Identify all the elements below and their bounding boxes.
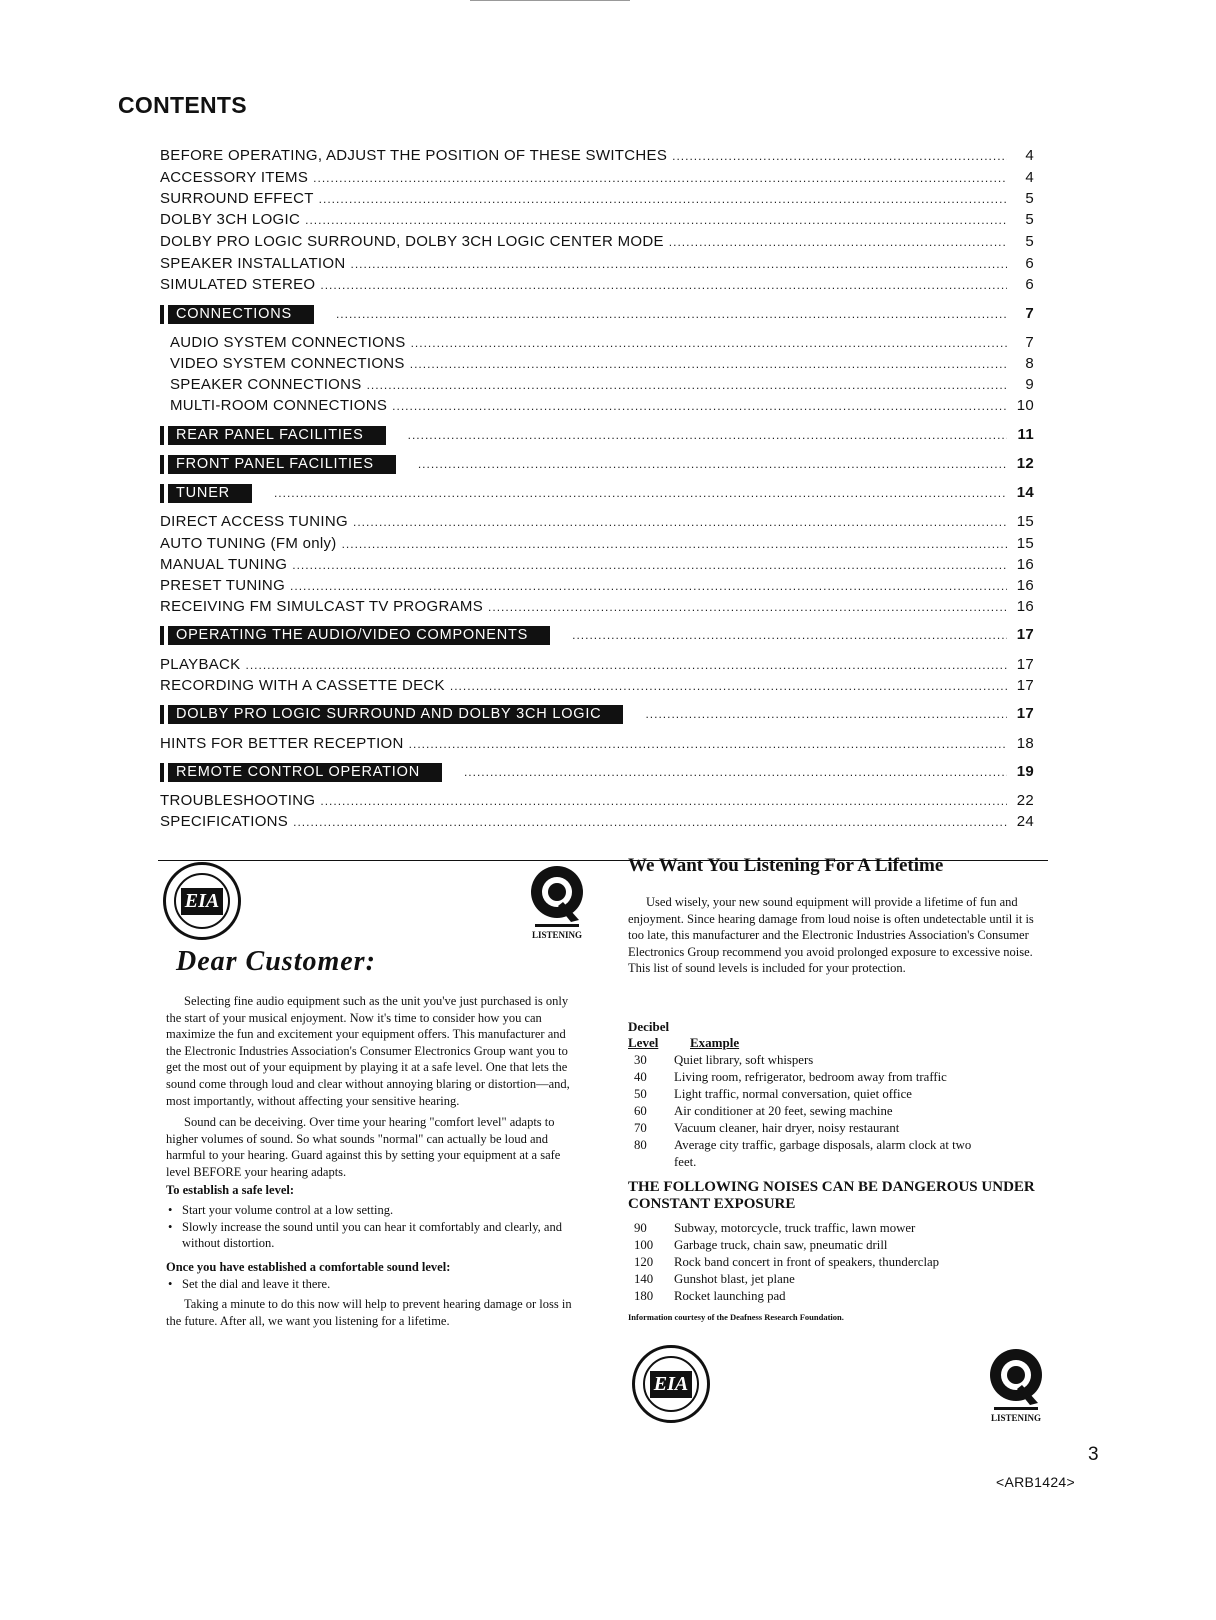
toc-item[interactable]: [170, 376, 1034, 394]
toc-page: 18: [1016, 735, 1034, 752]
toc-item[interactable]: [160, 535, 1034, 553]
toc-page: 4: [1025, 169, 1034, 186]
db-level: 90: [634, 1221, 647, 1235]
leader-dots: [246, 656, 1008, 674]
toc-page: 15: [1016, 535, 1034, 552]
toc-item[interactable]: [160, 147, 1034, 165]
toc-item[interactable]: [170, 397, 1034, 415]
db-example: Rock band concert in front of speakers, thunderclap: [674, 1255, 940, 1269]
toc-item[interactable]: [160, 813, 1034, 831]
table-row: [628, 1103, 1048, 1120]
toc-page: 7: [1025, 305, 1034, 322]
toc-label: DOLBY PRO LOGIC SURROUND, DOLBY 3CH LOGIC CENTER MODE: [160, 233, 664, 250]
toc-page: 11: [1017, 426, 1034, 443]
leader-dots: [410, 355, 1007, 373]
toc-page: 17: [1016, 626, 1034, 643]
section-bar-label: CONNECTIONS: [160, 305, 314, 324]
toc-item[interactable]: [160, 211, 1034, 229]
toc-page: 17: [1016, 656, 1034, 673]
leader-dots: [292, 556, 1007, 574]
bullet-item: • Set the dial and leave it there.: [166, 1276, 584, 1293]
leader-dots: [645, 705, 1007, 723]
leader-dots: [418, 455, 1007, 473]
toc-page: 4: [1025, 147, 1034, 164]
db-level: 50: [634, 1087, 647, 1101]
listening-q-logo-2: [986, 1343, 1046, 1431]
toc-page: 9: [1025, 376, 1034, 393]
toc-section-remote[interactable]: [160, 763, 1034, 782]
leader-dots: [367, 376, 1007, 394]
letter-paragraph: Selecting fine audio equipment such as the unit you've just purchased is only the start of your musical enjoyment. Now it's time to consider how you can maximize the fun and excitement your equipment offers. This manufacturer and the Electronic Industries Association's Consumer Electronics Group want you to get the most out of your equipment by playing it at a safe level. One that lets the sound come through loud and clear without annoying blaring or distortion—and, most importantly, without affecting your sensitive hearing.: [166, 994, 570, 1108]
leader-dots: [392, 397, 1007, 415]
section-bar-label: REMOTE CONTROL OPERATION: [160, 763, 442, 782]
seal-inner-ring: [643, 1356, 699, 1412]
leader-dots: [274, 484, 1007, 502]
toc-label: SPEAKER INSTALLATION: [160, 255, 346, 272]
toc-label: MULTI-ROOM CONNECTIONS: [170, 397, 388, 414]
table-row: [628, 1254, 1048, 1271]
db-level: 120: [634, 1255, 654, 1269]
db-level: 100: [634, 1238, 654, 1252]
leader-dots: [464, 763, 1007, 781]
leader-dots: [408, 426, 1007, 444]
db-level: 40: [634, 1070, 647, 1084]
leader-dots: [313, 169, 1007, 187]
col-header-level: Level: [628, 1035, 659, 1050]
toc-section-rear-panel[interactable]: [160, 426, 1034, 445]
db-level: 80: [634, 1138, 647, 1152]
toc-label: DIRECT ACCESS TUNING: [160, 513, 348, 530]
leader-dots: [351, 255, 1008, 273]
toc-item[interactable]: [160, 276, 1034, 294]
seal-inner-ring: [174, 873, 230, 929]
leader-dots: [672, 147, 1007, 165]
toc-item[interactable]: [160, 556, 1034, 574]
toc-section-dolby[interactable]: [160, 705, 1034, 724]
table-row: [628, 1069, 1048, 1086]
hearing-section-title: We Want You Listening For A Lifetime: [628, 855, 944, 876]
toc-item[interactable]: [160, 792, 1034, 810]
toc-item[interactable]: [160, 190, 1034, 208]
seal-mark: EIA: [181, 888, 223, 915]
bullet-item: • Start your volume control at a low setting.: [166, 1202, 584, 1219]
leader-dots: [572, 626, 1007, 644]
toc-page: 19: [1016, 763, 1034, 780]
letter-paragraph: Sound can be deceiving. Over time your hearing "comfort level" adapts to higher volumes of sound. So what sounds "normal" can actually be loud and harmful to your hearing. Guard against this by setting your equipment at a safe level BEFORE your hearing adapts.: [166, 1115, 561, 1179]
toc-page: 8: [1025, 355, 1034, 372]
leader-dots: [342, 535, 1007, 553]
toc-item[interactable]: [160, 513, 1034, 531]
toc-label: HINTS FOR BETTER RECEPTION: [160, 735, 404, 752]
toc-label: BEFORE OPERATING, ADJUST THE POSITION OF THESE SWITCHES: [160, 147, 668, 164]
toc-page: 24: [1016, 813, 1034, 830]
danger-heading: THE FOLLOWING NOISES CAN BE DANGEROUS UNDER CONSTANT EXPOSURE: [628, 1179, 1035, 1212]
table-row: [628, 1220, 1048, 1237]
table-row: [628, 1237, 1048, 1254]
db-example: Vacuum cleaner, hair dryer, noisy restaurant: [674, 1121, 900, 1135]
toc-label: AUTO TUNING (FM only): [160, 535, 337, 552]
salutation: Dear Customer:: [176, 946, 376, 977]
toc-item[interactable]: [160, 677, 1034, 695]
leader-dots: [353, 513, 1007, 531]
leader-dots: [293, 813, 1007, 831]
toc-item[interactable]: [160, 598, 1034, 616]
q-logo-caption: LISTENING: [990, 1413, 1042, 1423]
seal-mark: EIA: [650, 1371, 692, 1398]
toc-page: 16: [1016, 577, 1034, 594]
leader-dots: [669, 233, 1007, 251]
toc-page: 12: [1016, 455, 1034, 472]
toc-label: SURROUND EFFECT: [160, 190, 314, 207]
top-rule: [470, 0, 630, 1]
table-row: [628, 1288, 1048, 1305]
section-bar-label: DOLBY PRO LOGIC SURROUND AND DOLBY 3CH LOGIC: [160, 705, 623, 724]
table-row: [628, 1120, 1048, 1137]
table-row: [628, 1086, 1048, 1103]
hearing-intro: [628, 894, 1050, 977]
toc-label: RECORDING WITH A CASSETTE DECK: [160, 677, 445, 694]
toc-item[interactable]: [160, 735, 1034, 753]
toc-label: DOLBY 3CH LOGIC: [160, 211, 301, 228]
toc-section-tuner[interactable]: [160, 484, 1034, 503]
leader-dots: [320, 276, 1007, 294]
col-header-example: Example: [690, 1035, 740, 1050]
toc-page: 16: [1016, 598, 1034, 615]
col-header-decibel: Decibel: [628, 1019, 670, 1034]
leader-dots: [488, 598, 1007, 616]
toc-page: 5: [1025, 233, 1034, 250]
listening-q-logo: [527, 860, 587, 948]
leader-dots: [290, 577, 1007, 595]
toc-page: 15: [1016, 513, 1034, 530]
bullet-list: [166, 1202, 584, 1252]
toc-page: 10: [1016, 397, 1034, 414]
toc-page: 16: [1016, 556, 1034, 573]
db-example: Subway, motorcycle, truck traffic, lawn mower: [674, 1221, 916, 1235]
toc-section-front-panel[interactable]: [160, 455, 1034, 474]
leader-dots: [305, 211, 1007, 229]
db-example: Quiet library, soft whispers: [674, 1053, 814, 1067]
q-logo-caption: LISTENING: [531, 930, 583, 940]
letter-subheading: To establish a safe level:: [166, 1182, 295, 1197]
leader-dots: [336, 305, 1007, 323]
db-example: Garbage truck, chain saw, pneumatic drill: [674, 1238, 888, 1252]
customer-letter: [166, 993, 584, 1329]
toc-item[interactable]: [170, 334, 1034, 352]
db-example: Average city traffic, garbage disposals, alarm clock at two feet.: [674, 1138, 972, 1169]
db-example: Air conditioner at 20 feet, sewing machine: [674, 1104, 893, 1118]
toc-page: 17: [1016, 677, 1034, 694]
table-row: [628, 1137, 1048, 1170]
bullet-list: [166, 1276, 584, 1293]
leader-dots: [411, 334, 1007, 352]
db-example: Rocket launching pad: [674, 1289, 786, 1303]
db-level: 30: [634, 1053, 647, 1067]
db-level: 70: [634, 1121, 647, 1135]
toc-item[interactable]: [170, 355, 1034, 373]
section-bar-label: OPERATING THE AUDIO/VIDEO COMPONENTS: [160, 626, 550, 645]
page-title: CONTENTS: [118, 92, 247, 118]
section-bar-label: REAR PANEL FACILITIES: [160, 426, 386, 445]
db-example: Living room, refrigerator, bedroom away from traffic: [674, 1070, 947, 1084]
toc-label: VIDEO SYSTEM CONNECTIONS: [170, 355, 405, 372]
toc-page: 6: [1025, 276, 1034, 293]
toc-page: 6: [1025, 255, 1034, 272]
toc-label: ACCESSORY ITEMS: [160, 169, 309, 186]
leader-dots: [319, 190, 1007, 208]
toc-label: TROUBLESHOOTING: [160, 792, 316, 809]
section-bar-label: TUNER: [160, 484, 252, 503]
toc-label: MANUAL TUNING: [160, 556, 288, 573]
toc-item[interactable]: [160, 577, 1034, 595]
page-number: 3: [1088, 1444, 1099, 1465]
toc-page: 17: [1016, 705, 1034, 722]
bullet-item: • Slowly increase the sound until you can hear it comfortably and clearly, and without distortion.: [166, 1219, 584, 1252]
db-example: Gunshot blast, jet plane: [674, 1272, 795, 1286]
toc-label: RECEIVING FM SIMULCAST TV PROGRAMS: [160, 598, 484, 615]
toc-page: 14: [1016, 484, 1034, 501]
db-level: 180: [634, 1289, 654, 1303]
toc-page: 5: [1025, 211, 1034, 228]
toc-item[interactable]: [160, 233, 1034, 251]
source-credit: Information courtesy of the Deafness Research Foundation.: [628, 1312, 844, 1322]
table-row: [628, 1052, 1048, 1069]
leader-dots: [450, 677, 1007, 695]
toc-section-connections[interactable]: [160, 305, 1034, 324]
db-example: Light traffic, normal conversation, quiet office: [674, 1087, 912, 1101]
section-bar-label: FRONT PANEL FACILITIES: [160, 455, 396, 474]
toc-section-operating[interactable]: [160, 626, 1034, 645]
document-code: <ARB1424>: [996, 1474, 1075, 1490]
intro-paragraph: Used wisely, your new sound equipment will provide a lifetime of fun and enjoyment. Since hearing damage from loud noise is often undetectable until it is too late, this manufacturer and the Electronic Industries Association's Consumer Electronics Group recommend you avoid prolonged exposure to excessive noise. This list of sound levels is included for your protection.: [628, 895, 1034, 976]
toc-label: AUDIO SYSTEM CONNECTIONS: [170, 334, 406, 351]
db-level: 140: [634, 1272, 654, 1286]
toc-page: 22: [1016, 792, 1034, 809]
eia-seal-logo-2: [632, 1345, 710, 1423]
toc-page: 5: [1025, 190, 1034, 207]
letter-paragraph: Taking a minute to do this now will help to prevent hearing damage or loss in the future. After all, we want you listening for a lifetime.: [166, 1297, 572, 1328]
leader-dots: [320, 792, 1007, 810]
toc-item[interactable]: [160, 656, 1034, 674]
eia-seal-logo: [163, 862, 241, 940]
toc-label: PRESET TUNING: [160, 577, 286, 594]
db-level: 60: [634, 1104, 647, 1118]
toc-page: 7: [1025, 334, 1034, 351]
leader-dots: [409, 735, 1007, 753]
table-row: [628, 1271, 1048, 1288]
toc-label: SIMULATED STEREO: [160, 276, 316, 293]
toc-label: SPEAKER CONNECTIONS: [170, 376, 362, 393]
toc-item[interactable]: [160, 255, 1034, 273]
toc-label: PLAYBACK: [160, 656, 241, 673]
toc-label: SPECIFICATIONS: [160, 813, 289, 830]
letter-subheading: Once you have established a comfortable sound level:: [166, 1259, 451, 1274]
toc-item[interactable]: [160, 169, 1034, 187]
